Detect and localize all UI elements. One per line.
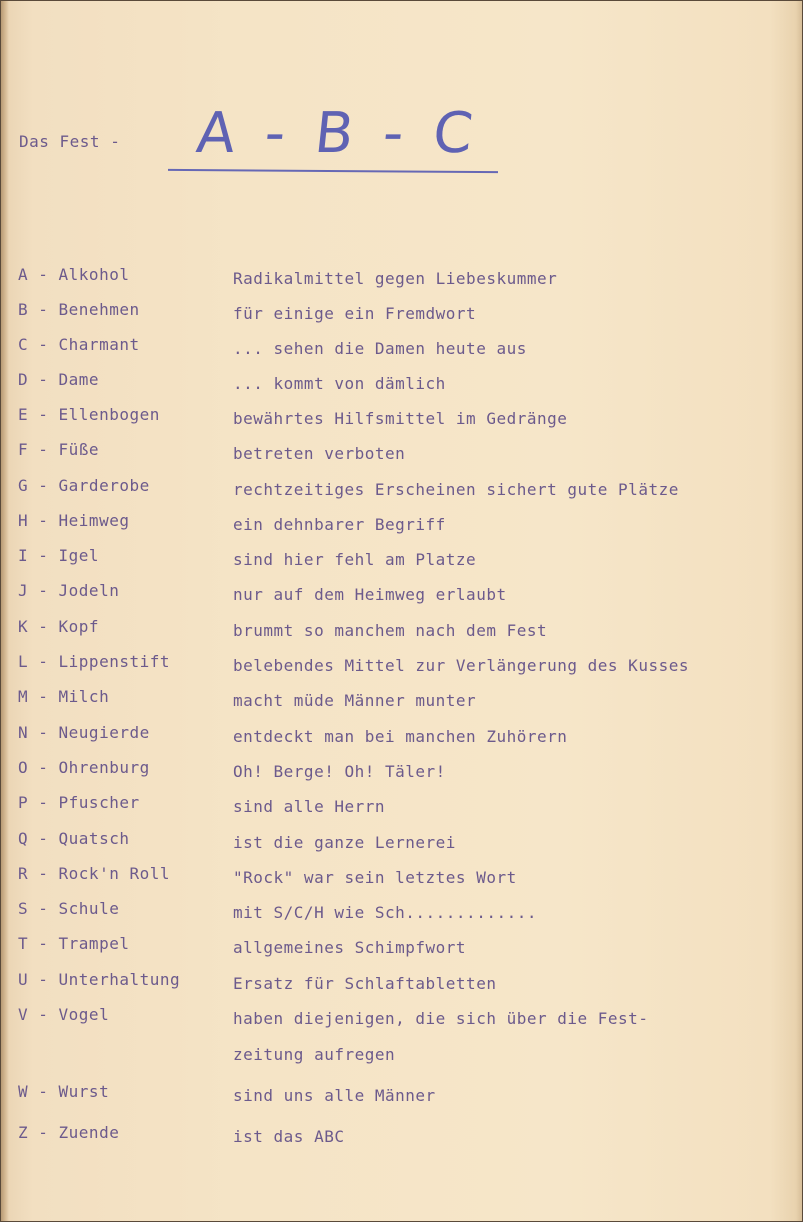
entry-definition: bewährtes Hilfsmittel im Gedränge bbox=[233, 409, 568, 428]
entry-definition: sind alle Herrn bbox=[233, 797, 385, 816]
list-item bbox=[1, 546, 802, 570]
entry-term: P - Pfuscher bbox=[18, 793, 140, 812]
list-item bbox=[1, 1005, 802, 1069]
list-item bbox=[1, 758, 802, 782]
list-item bbox=[1, 687, 802, 711]
entry-definition: Radikalmittel gegen Liebeskummer bbox=[233, 269, 558, 288]
entry-term: S - Schule bbox=[18, 899, 120, 918]
entry-term: A - Alkohol bbox=[18, 265, 130, 284]
list-item bbox=[1, 970, 802, 994]
entry-term: E - Ellenbogen bbox=[18, 405, 160, 424]
list-item bbox=[1, 265, 802, 289]
entry-term: O - Ohrenburg bbox=[18, 758, 150, 777]
list-item bbox=[1, 864, 802, 888]
entry-term: V - Vogel bbox=[18, 1005, 110, 1024]
entry-definition: brummt so manchem nach dem Fest bbox=[233, 621, 548, 640]
entry-definition: Ersatz für Schlaftabletten bbox=[233, 974, 497, 993]
entry-term: R - Rock'n Roll bbox=[18, 864, 170, 883]
entry-definition: für einige ein Fremdwort bbox=[233, 304, 477, 323]
list-item bbox=[1, 793, 802, 817]
entry-term: D - Dame bbox=[18, 370, 100, 389]
list-item bbox=[1, 1123, 802, 1147]
list-item bbox=[1, 335, 802, 359]
entry-term: U - Unterhaltung bbox=[18, 970, 181, 989]
list-item bbox=[1, 652, 802, 676]
heading-prefix: Das Fest - bbox=[19, 132, 121, 151]
entry-term: Z - Zuende bbox=[18, 1123, 120, 1142]
entry-definition: ist die ganze Lernerei bbox=[233, 833, 456, 852]
list-item bbox=[1, 440, 802, 464]
entry-definition: entdeckt man bei manchen Zuhörern bbox=[233, 727, 568, 746]
list-item bbox=[1, 617, 802, 641]
entry-term: G - Garderobe bbox=[18, 476, 150, 495]
entry-term: C - Charmant bbox=[18, 335, 140, 354]
entry-definition: Oh! Berge! Oh! Täler! bbox=[233, 762, 446, 781]
list-item bbox=[1, 723, 802, 747]
entry-definition: ein dehnbarer Begriff bbox=[233, 515, 446, 534]
entry-term: J - Jodeln bbox=[18, 581, 120, 600]
entry-term: T - Trampel bbox=[18, 934, 130, 953]
entry-term: I - Igel bbox=[18, 546, 100, 565]
entry-term: B - Benehmen bbox=[18, 300, 140, 319]
list-item bbox=[1, 1082, 802, 1106]
list-item bbox=[1, 300, 802, 324]
entry-definition: "Rock" war sein letztes Wort bbox=[233, 868, 517, 887]
entry-definition: ist das ABC bbox=[233, 1127, 345, 1146]
entry-term: F - Füße bbox=[18, 440, 100, 459]
list-item bbox=[1, 581, 802, 605]
entry-definition: ... kommt von dämlich bbox=[233, 374, 446, 393]
entry-definition: haben diejenigen, die sich über die Fest- bbox=[233, 1009, 649, 1028]
list-item bbox=[1, 405, 802, 429]
entry-term: K - Kopf bbox=[18, 617, 100, 636]
entry-definition: belebendes Mittel zur Verlängerung des Kusses bbox=[233, 656, 689, 675]
abc-list bbox=[1, 1, 802, 1221]
list-item bbox=[1, 476, 802, 500]
list-item bbox=[1, 829, 802, 853]
entry-definition: nur auf dem Heimweg erlaubt bbox=[233, 585, 507, 604]
entry-term: L - Lippenstift bbox=[18, 652, 170, 671]
entry-definition: rechtzeitiges Erscheinen sichert gute Plätze bbox=[233, 480, 679, 499]
entry-definition-continued: zeitung aufregen bbox=[233, 1045, 396, 1064]
entry-definition: mit S/C/H wie Sch............. bbox=[233, 903, 537, 922]
entry-definition: ... sehen die Damen heute aus bbox=[233, 339, 527, 358]
handwritten-title: A - B - C bbox=[193, 101, 482, 166]
entry-definition: sind hier fehl am Platze bbox=[233, 550, 477, 569]
entry-term: M - Milch bbox=[18, 687, 110, 706]
list-item bbox=[1, 370, 802, 394]
list-item bbox=[1, 511, 802, 535]
entry-definition: macht müde Männer munter bbox=[233, 691, 477, 710]
entry-term: H - Heimweg bbox=[18, 511, 130, 530]
entry-definition: sind uns alle Männer bbox=[233, 1086, 436, 1105]
entry-term: W - Wurst bbox=[18, 1082, 110, 1101]
entry-term: Q - Quatsch bbox=[18, 829, 130, 848]
entry-term: N - Neugierde bbox=[18, 723, 150, 742]
entry-definition: betreten verboten bbox=[233, 444, 406, 463]
list-item bbox=[1, 934, 802, 958]
entry-definition: allgemeines Schimpfwort bbox=[233, 938, 467, 957]
list-item bbox=[1, 899, 802, 923]
